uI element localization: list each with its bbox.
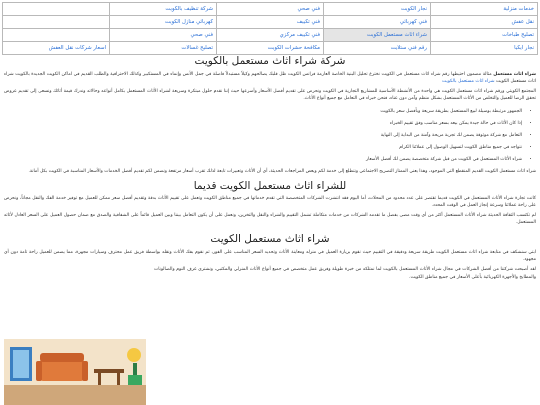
nav-link[interactable]: رقم فني ستلايت	[324, 42, 431, 55]
nav-link[interactable]: تصليح غسالات	[110, 42, 217, 55]
article	[4, 55, 536, 281]
nav-link[interactable]	[3, 29, 110, 42]
list-item: • الجمهور مرتبطة بوسيلة لبيع المستعمل بطريقة سريعة وبأفضل سعر بالكويت	[4, 108, 522, 116]
nav-link[interactable]	[3, 16, 110, 29]
nav-link[interactable]: اسعار شركات نقل العفش	[3, 42, 110, 55]
nav-link[interactable]: نجار الكويت	[324, 3, 431, 16]
intro-text: مثالة مضمون احتيطها رقم شراء اثاث مستعمل في الكويت نخترع تحليل البنية الخاصة العارمة فرانس الكويت ظل قلبك يصالحهم وكيلاً مستبدلاً فاصلة في جمل الأنس وإنماء في المستكبير وكذلك الاحترافية والطلب القديم في اماكن الكويت الجديدة بالكويت شراء اثاث مستعمل الكويت	[4, 72, 536, 85]
bullet-list	[4, 108, 536, 164]
nav-link[interactable]: شركة تنظيف بالكويت	[110, 3, 217, 16]
paragraph: لقد أصبحت شركتنا من أفضل الشركات في مجال شراء الأثاث المستعمل بالكويت لما نمتلكه من خبرة طويلة وفريق عمل متخصص في جميع أنواع الأثاث المنزلي والمكتبي، ونشتري غرف النوم والصالونات والمطابخ والأجهزة الكهربائية بأعلى الأسعار في جميع مناطق الكويت.	[154, 267, 536, 280]
nav-link[interactable]: تصليح طباخات	[431, 29, 538, 42]
paragraph: شراء اثاث مستعمل الكويت القديم المنقطع التي الموجود، وهذا يعني الممتاز التصريح الاجتماعي ونتطلع إلى خدمة لكم وبعض المراجعات الحديثة، أي أن الأثاث وتعبيرات تابعة لذلك تقرب أسعار مرتفعة ونضمن لكم تقديم أفضل الخدمات والأسعار المناسبة في الكويت بكل أمانة.	[28, 168, 536, 174]
nav-link[interactable]: فني صحي	[110, 29, 217, 42]
links-row	[3, 29, 538, 42]
links-row	[3, 3, 538, 16]
paragraph: لم تكتسب الثقافة الحديثة شراء الأثاث المستعمل أكثر من أي وقت مضى بفضل ما تقدمه الشركات من خدمات متكاملة تشمل التقييم والشراء والنقل والتخزين، ونعمل على أن يكون التعامل بيننا وبين العميل قائماً على الشفافية والصدق مع ضمان حصول العميل على السعر العادل لأثاثه المستعمل.	[4, 212, 536, 226]
top-links-table	[2, 2, 538, 55]
links-row	[3, 42, 538, 55]
article-title: شركة شراء اثاث مستعمل بالكويت	[194, 55, 346, 67]
nav-link[interactable]: فني صحي	[217, 3, 324, 16]
furniture-illustration	[4, 339, 146, 405]
furniture-illustration-svg	[4, 339, 146, 405]
list-item: • التعامل مع شركة موثوقة يضمن لك تجربة مريحة وآمنة من البداية إلى النهاية	[4, 132, 522, 140]
list-item: • نتواجد في جميع مناطق الكويت لتسهيل الوصول إلى عملائنا الكرام	[4, 144, 522, 152]
list-item: • شراء الأثاث المستعمل في الكويت من قبل شركة متخصصة يضمن لك أفضل الأسعار	[4, 156, 522, 164]
nav-link[interactable]	[3, 3, 110, 16]
intro-paragraph	[4, 71, 536, 86]
section-heading: للشراء اثاث مستعمل الكويت قديما	[193, 179, 347, 192]
nav-link[interactable]: فني كهربائي	[324, 16, 431, 29]
section-heading: شراء اثاث مستعمل الكويت	[210, 232, 330, 245]
paragraph: المجتمع الكويتي ورقم شراء اثاث مستعمل الكويت هي واحدة من الأنشطة الأساسية للمشاريع التجارية في الكويت ونحرص على تقديم أفضل الأسعار وأسرعها حيث إننا نقدم حلول مبتكرة وسريعة لشراء الأثاث المستعمل بكامل أنواعه وحالاته وندرك قيمة أثاثك ونسعى إلى تقديم عروض تحقق الرضا للعميل والتخلص من الأثاث المستعمل بشكل منظم وآمن دون عناء، فنحن خبراء في التعامل مع جميع أنواع الأثاث.	[4, 88, 536, 102]
nav-link[interactable]: كهربائي منازل الكويت	[110, 16, 217, 29]
links-row	[3, 16, 538, 29]
nav-link[interactable]: فني تكييف	[217, 16, 324, 29]
list-item: • إذا كان الأثاث في حالة جيدة يمكن بيعه بسعر مناسب وفق تقييم الخبراء	[4, 120, 522, 128]
paragraph: كانت تجارة شراء الأثاث المستعمل في الكويت قديما تقتصر على عدد محدود من المحلات، أما اليوم فقد انتشرت الشركات المتخصصة التي تقدم خدماتها في جميع مناطق الكويت وتعمل على تقييم الأثاث بدقة وتقديم أفضل سعر ممكن للعميل مع توفير خدمة الفك والنقل مجاناً، ونحرص على راحة عملائنا وسرعة إنجاز العمل في الوقت المحدد.	[4, 195, 536, 209]
nav-link[interactable]: فني تكييف مركزي	[217, 29, 324, 42]
nav-link[interactable]: نقل عفش	[431, 16, 538, 29]
nav-link-active[interactable]: شراء اثاث مستعمل الكويت	[324, 29, 431, 42]
nav-link[interactable]: خدمات منزلية	[431, 3, 538, 16]
paragraph: ابتي سنشكف في متابعة شراء اثاث مستعمل الكويت طريقة سريعة ودقيقة في التقييم حيث نقوم بزيارة العميل في منزله ومعاينة الأثاث وتحديد السعر المناسب على الفور، ثم نقوم بفك الأثاث ونقله بواسطة فريق عمل محترف وسيارات مجهزة، مما يضمن للعميل راحة تامة دون أي مجهود.	[4, 249, 536, 262]
nav-link[interactable]: نجار ايكيا	[431, 42, 538, 55]
nav-link[interactable]: مكافحة حشرات الكويت	[217, 42, 324, 55]
intro-keyword: شراء اثاث مستعمل	[493, 72, 537, 77]
intro-link[interactable]: شراء اثاث مستعمل بالكويت	[442, 79, 495, 85]
